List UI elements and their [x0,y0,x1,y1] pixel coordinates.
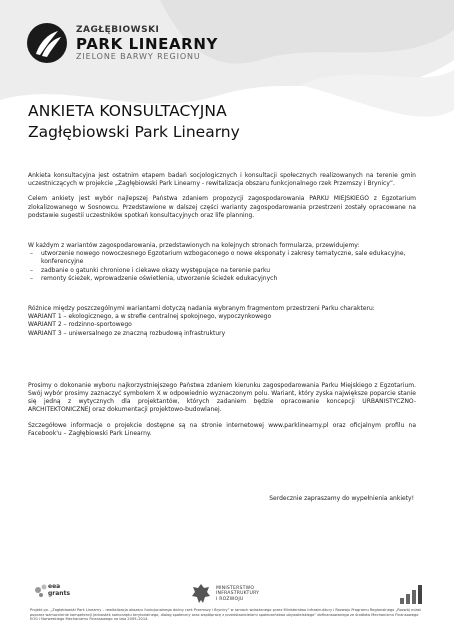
document-body [28,172,416,438]
logo-line-2: PARK LINEARNY [76,34,218,53]
variant-2: WARIANT 2 – rodzinno-sportowego [28,321,132,329]
closing-invitation: Serdecznie zapraszamy do wypełnienia ankiety! [269,495,414,502]
variant-3: WARIANT 3 – uniwersalnego ze znaczną rozbudową infrastruktury [28,329,226,337]
logo-line-1: ZAGŁĘBIOWSKI [76,24,160,35]
ministry-line-3: I ROZWOJU [216,596,244,602]
document-subtitle: Zagłębiowski Park Linearny [28,123,240,141]
logo-tagline: ZIELONE BARWY REGIONU [76,51,201,61]
list-item: – remonty ścieżek, wprowadzenie oświetlenia, utworzenie ścieżek edukacyjnych [28,275,416,283]
eea-line-2: grants [48,589,71,597]
list-item: – utworzenie nowego nowoczesnego Egzotarium wzbogaconego o nowe eksponaty i zakresy tematyczne, sale edukacyjne, konferencyjne [28,250,416,266]
eea-line-1: eea [48,583,61,590]
ministry-line-1: MINISTERSTWO [216,586,255,591]
park-logo [26,22,218,64]
intro-paragraph: Ankieta konsultacyjna jest ostatnim etapem badań socjologicznych i konsultacji społecznych realizowanych na terenie gmin uczestniczących w projekcie „Zagłębiowski Park Linearny - rewitalizacja obszaru funkcjonalnego rzek Przemszy i Brynicy”. [28,172,416,188]
polish-eagle-emblem-icon [190,582,212,606]
ministry-line-2: INFRASTRUKTURY [216,591,260,597]
bar-chart-logo-icon [398,582,426,606]
differences-paragraph: Różnice między poszczególnymi wariantami dotyczą nadania wybranym fragmentom przestrzeni Parku charakteru: [28,305,375,313]
variant-1: WARIANT 1 – ekologicznego, a w strefie centralnej spokojnego, wypoczynkowego [28,313,272,321]
info-paragraph: Szczegółowe informacje o projekcie dostępne są na stronie internetowej www.parklinearny.pl oraz oficjalnym profilu na Facebook'u – Zagłębiowski Park Linearny. [28,421,416,437]
list-item: – zadbanie o gatunki chronione i ciekawe okazy występujące na terenie parku [28,267,416,275]
variants-intro-paragraph: W każdym z wariantów zagospodarowania, przedstawionych na kolejnych stronach formularza, przewidujemy: [28,242,360,250]
footer [0,578,454,638]
instructions-paragraph: Prosimy o dokonanie wyboru najkorzystniejszego Państwa zdaniem kierunku zagospodarowania Parku Miejskiego z Egzotarium. Swój wybór prosimy zaznaczyć symbolem X w odpowiednio wyznaczonym polu. Wariant, który zyska największe poparcie stanie się jedną z wytycznych dla projektantów, których zadaniem będzie opracowanie koncepcji URBANISTYCZNO-ARCHITEKTONICZNEJ oraz dokumentacji projektowo-budowlanej. [28,381,416,414]
document-title: ANKIETA KONSULTACYJNA [28,102,227,120]
features-list [28,250,416,283]
purpose-paragraph: Celem ankiety jest wybór najlepszej Państwa zdaniem propozycji zagospodarowania PARKU MIEJSKIEGO z Egzotarium zlokalizowanego w Sosnowcu. Przedstawione w dalszej części warianty zagospodarowania przestrzeni zostały opracowane na podstawie sugestii uczestników spotkań konsultacyjnych oraz life planning. [28,195,416,219]
funding-note: Projekt pn. „Zagłębiowski Park Linearny – rewitalizacja obszaru funkcjonalnego doliny rzek Przemszy i Brynicy” w ramach wdrażanego przez Ministerstwo Infrastruktury i Rozwoju Programu Regionalnego „Rozwój miast poprzez wzmocnienie kompetencji jednostek samorządu terytorialnego, dialog społeczny oraz współpracę z przedstawicielami społeczeństwa obywatelskiego” dofinansowanego ze środków Mechanizmu Finansowego EOG i Norweskiego Mechanizmu Finansowego na lata 2009–2014. [30,608,421,622]
leaf-logo-icon [26,22,68,64]
